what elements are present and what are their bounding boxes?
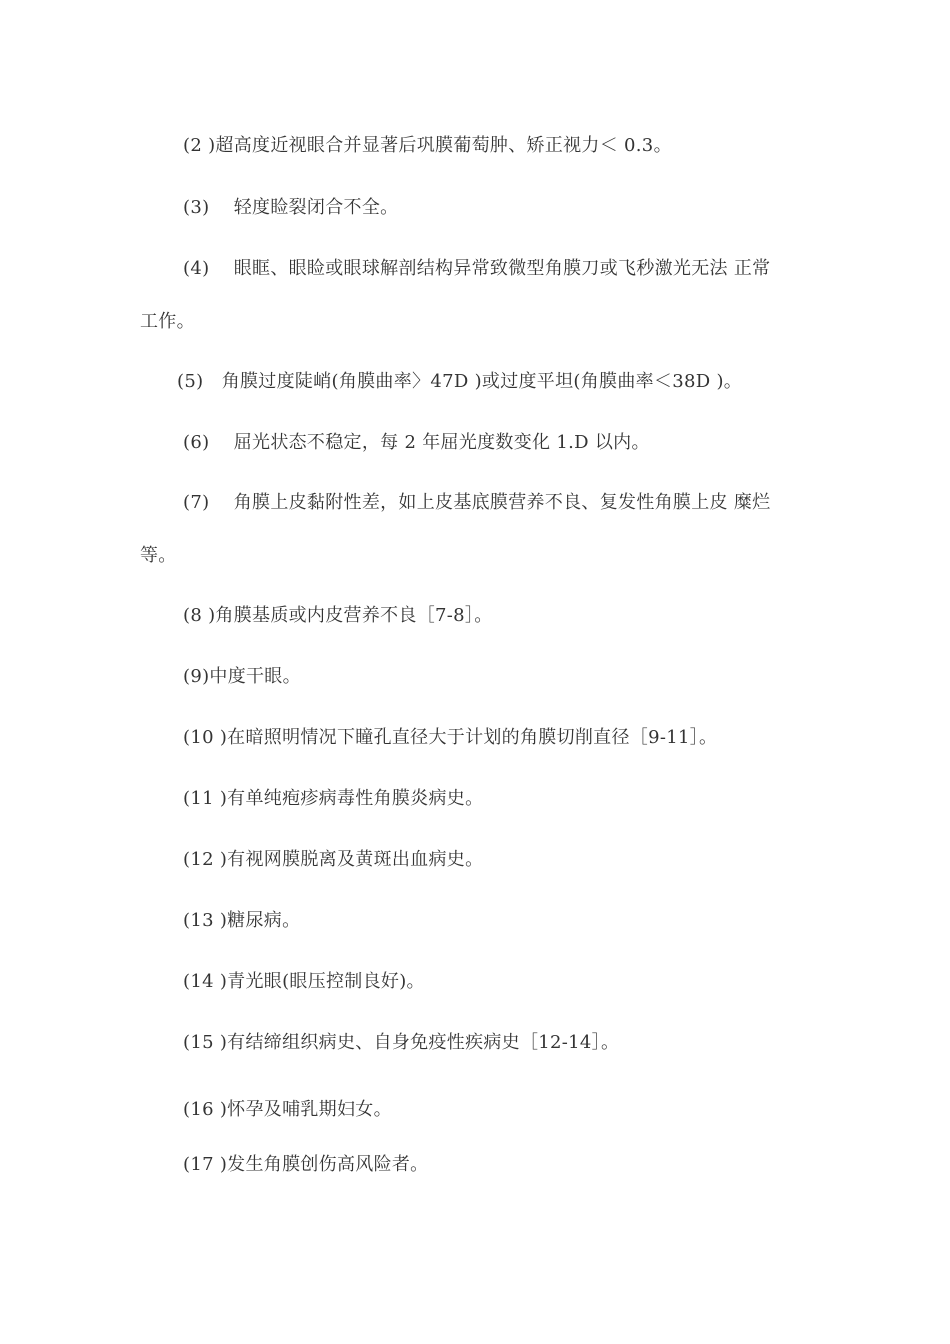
list-item-17: (17 )发生角膜创伤高风险者。 xyxy=(183,1154,429,1175)
list-item-8: (8 )角膜基质或内皮营养不良［7-8］。 xyxy=(183,605,493,626)
list-item-9: (9)中度干眼。 xyxy=(183,666,301,687)
list-item-7-continuation: 等。 xyxy=(140,545,177,566)
list-item-16: (16 )怀孕及哺乳期妇女。 xyxy=(183,1099,392,1120)
list-item-6: (6) 屈光状态不稳定，每 2 年屈光度数变化 1.D 以内。 xyxy=(183,432,650,453)
list-item-11: (11 )有单纯疱疹病毒性角膜炎病史。 xyxy=(183,788,484,809)
list-item-10: (10 )在暗照明情况下瞳孔直径大于计划的角膜切削直径［9-11］。 xyxy=(183,727,718,748)
list-item-7: (7) 角膜上皮黏附性差，如上皮基底膜营养不良、复发性角膜上皮 糜烂 xyxy=(183,492,771,513)
list-item-4-continuation: 工作。 xyxy=(140,311,195,332)
list-item-13: (13 )糖尿病。 xyxy=(183,910,301,931)
list-item-5: (5) 角膜过度陡峭(角膜曲率〉47D )或过度平坦(角膜曲率＜38D )。 xyxy=(177,371,743,392)
list-item-4: (4) 眼眶、眼睑或眼球解剖结构异常致微型角膜刀或飞秒激光无法 正常 xyxy=(183,258,771,279)
list-item-2: (2 )超高度近视眼合并显著后巩膜葡萄肿、矫正视力＜ 0.3。 xyxy=(183,135,672,156)
list-item-12: (12 )有视网膜脱离及黄斑出血病史。 xyxy=(183,849,484,870)
list-item-3: (3) 轻度睑裂闭合不全。 xyxy=(183,197,399,218)
list-item-14: (14 )青光眼(眼压控制良好)。 xyxy=(183,971,425,992)
list-item-15: (15 )有结缔组织病史、自身免疫性疾病史［12-14］。 xyxy=(183,1032,620,1053)
